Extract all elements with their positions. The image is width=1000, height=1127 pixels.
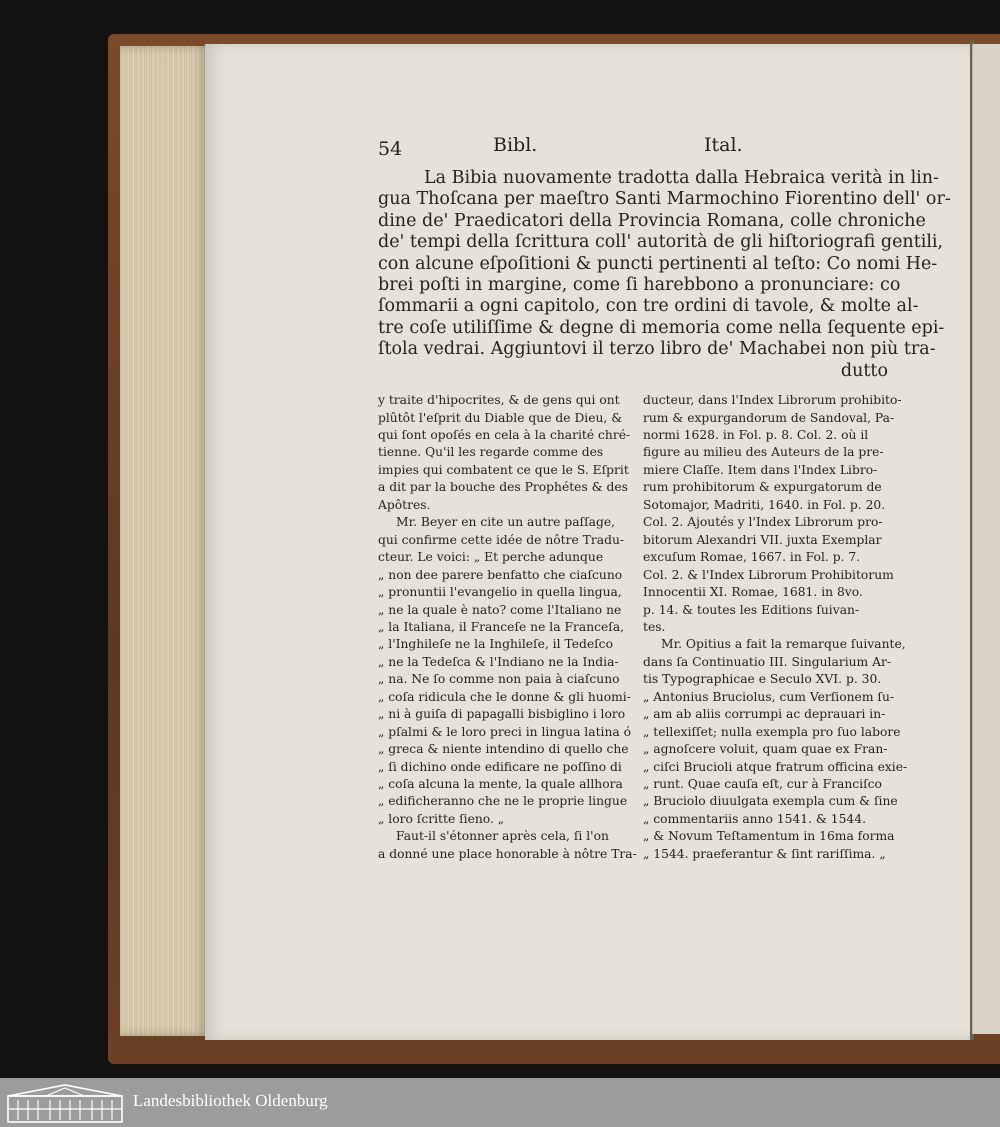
text-line: „ na. Ne ſo comme non paia à ciaſcuno <box>378 672 620 687</box>
text-line: Col. 2. & l'Index Librorum Prohibitorum <box>643 567 894 582</box>
text-line: „ & Novum Teſtamentum in 16ma forma <box>643 829 895 844</box>
text-line: qui confirme cette idée de nôtre Tradu- <box>378 532 625 547</box>
text-line: tis Typographicae e Seculo XVI. p. 30. <box>643 672 882 687</box>
book-title-entry <box>378 168 951 382</box>
text-line: y traite d'hipocrites, & de gens qui ont <box>378 393 620 408</box>
page-edges <box>120 46 208 1036</box>
text-line: „ ne la quale è nato? come l'Italiano ne <box>378 602 622 617</box>
text-line: Col. 2. Ajoutés y l'Index Librorum pro- <box>643 515 883 530</box>
library-footer <box>0 1078 1000 1127</box>
page-number: 54 <box>378 138 403 160</box>
text-line: „ non dee parere benfatto che ciaſcuno <box>378 567 623 582</box>
text-line: „ ciſci Brucioli atque fratrum officina exie- <box>643 759 908 774</box>
text-line: „ pronuntii l'evangelio in quella lingua, <box>378 585 622 600</box>
text-line: p. 14. & toutes les Editions ſuivan- <box>643 602 860 617</box>
library-name: Landesbibliothek Oldenburg <box>133 1091 328 1110</box>
text-line: dans ſa Continuatio III. Singularium Ar- <box>643 654 892 669</box>
text-line: „ pſalmi & le loro preci in lingua latina ó <box>378 724 632 739</box>
text-line: „ tellexiſſet; nulla exempla pro ſuo labore <box>643 724 901 739</box>
text-line: Innocentii XI. Romae, 1681. in 8vo. <box>643 585 863 600</box>
text-line: excuſum Romae, 1667. in Fol. p. 7. <box>643 550 861 565</box>
left-column <box>378 392 637 863</box>
text-line: „ commentariis anno 1541. & 1544. <box>643 811 866 826</box>
title-line: dine de' Praedicatori della Provincia Romana, colle chroniche <box>378 210 926 231</box>
text-line: „ loro ſcritte ſieno. „ <box>378 811 505 826</box>
text-line: rum & expurgandorum de Sandoval, Pa- <box>643 410 895 425</box>
text-line: figure au milieu des Auteurs de la pre- <box>643 445 884 460</box>
text-line: plûtôt l'eſprit du Diable que de Dieu, & <box>378 410 623 425</box>
text-line: „ Bruciolo diuulgata exempla cum & ſine <box>643 794 898 809</box>
running-head-center: Bibl. <box>493 134 538 156</box>
text-line: qui ſont opoſés en cela à la charité chré- <box>378 427 631 442</box>
two-column-text <box>378 392 908 861</box>
text-line: rum prohibitorum & expurgatorum de <box>643 480 882 495</box>
text-line: cteur. Le voici: „ Et perche adunque <box>378 550 604 565</box>
text-line: tes. <box>643 619 666 634</box>
title-line: gua Thoſcana per maeſtro Santi Marmochino Fiorentino dell' or- <box>378 189 951 210</box>
text-line: Sotomajor, Madriti, 1640. in Fol. p. 20. <box>643 497 886 512</box>
text-line: Mr. Opitius a fait la remarque ſuivante, <box>661 637 906 652</box>
text-line: ducteur, dans l'Index Librorum prohibito- <box>643 393 902 408</box>
text-line: Apôtres. <box>378 497 431 512</box>
text-line: „ ſi dichino onde edificare ne poſſino di <box>378 759 622 774</box>
text-line: „ coſa alcuna la mente, la quale allhora <box>378 777 623 792</box>
text-line: a dit par la bouche des Prophétes & des <box>378 480 628 495</box>
right-page-edge <box>972 44 1000 1034</box>
text-line: impies qui combatent ce que le S. Eſprit <box>378 462 629 477</box>
title-line: con alcune eſpoſitioni & puncti pertinenti al teſto: Co nomi He- <box>378 253 938 274</box>
text-line: „ la Italiana, il Franceſe ne la Franceſa, <box>378 619 625 634</box>
text-line: bitorum Alexandri VII. juxta Exemplar <box>643 532 882 547</box>
text-line: „ 1544. praeferantur & ſint rariſſima. „ <box>643 846 886 861</box>
text-line: „ ne la Tedeſca & l'Indiano ne la India- <box>378 654 619 669</box>
page-content <box>378 128 951 861</box>
right-column <box>643 392 908 863</box>
text-line: „ coſa ridicula che le donne & gli huomi- <box>378 689 631 704</box>
title-line: de' tempi della ſcrittura coll' autorità de gli hiſtoriografi gentili, <box>378 232 944 253</box>
text-line: „ l'Inghileſe ne la Inghileſe, il Tedeſco <box>378 637 613 652</box>
text-line: „ agnoſcere voluit, quam quae ex Fran- <box>643 742 888 757</box>
title-line: La Bibia nuovamente tradotta dalla Hebraica verità in lin- <box>424 168 939 188</box>
title-line: tre coſe utiliſſime & degne di memoria come nella ſequente epi- <box>378 317 945 338</box>
title-line: ſommarii a ogni capitolo, con tre ordini di tavole, & molte al- <box>378 296 919 317</box>
running-head-right: Ital. <box>704 134 743 156</box>
running-head <box>378 128 888 168</box>
title-line: ſtola vedrai. Aggiuntovi il terzo libro de' Machabei non più tra- <box>378 339 936 360</box>
text-line: a donné une place honorable à nôtre Tra- <box>378 846 637 861</box>
title-line: dutto <box>840 360 888 381</box>
title-line: brei poſti in margine, come ſi harebbono a pronunciare: co <box>378 275 901 296</box>
text-line: tienne. Qu'il les regarde comme des <box>378 445 604 460</box>
text-line: normi 1628. in Fol. p. 8. Col. 2. où il <box>643 427 869 442</box>
text-line: „ ni à guiſa di papagalli bisbiglino i loro <box>378 707 626 722</box>
text-line: Mr. Beyer en cite un autre paſſage, <box>396 515 616 530</box>
text-line: „ runt. Quae cauſa eſt, cur à Franciſco <box>643 777 882 792</box>
text-line: „ am ab aliis corrumpi ac deprauari in- <box>643 707 886 722</box>
text-line: „ edificheranno che ne le proprie lingue <box>378 794 628 809</box>
text-line: „ Antonius Bruciolus, cum Verſionem ſu- <box>643 689 895 704</box>
text-line: miere Claſſe. Item dans l'Index Libro- <box>643 462 878 477</box>
text-line: „ greca & niente intendino di quello che <box>378 742 629 757</box>
text-line: Faut-il s'étonner après cela, ſi l'on <box>396 829 609 844</box>
library-building-logo-icon <box>6 1082 124 1123</box>
